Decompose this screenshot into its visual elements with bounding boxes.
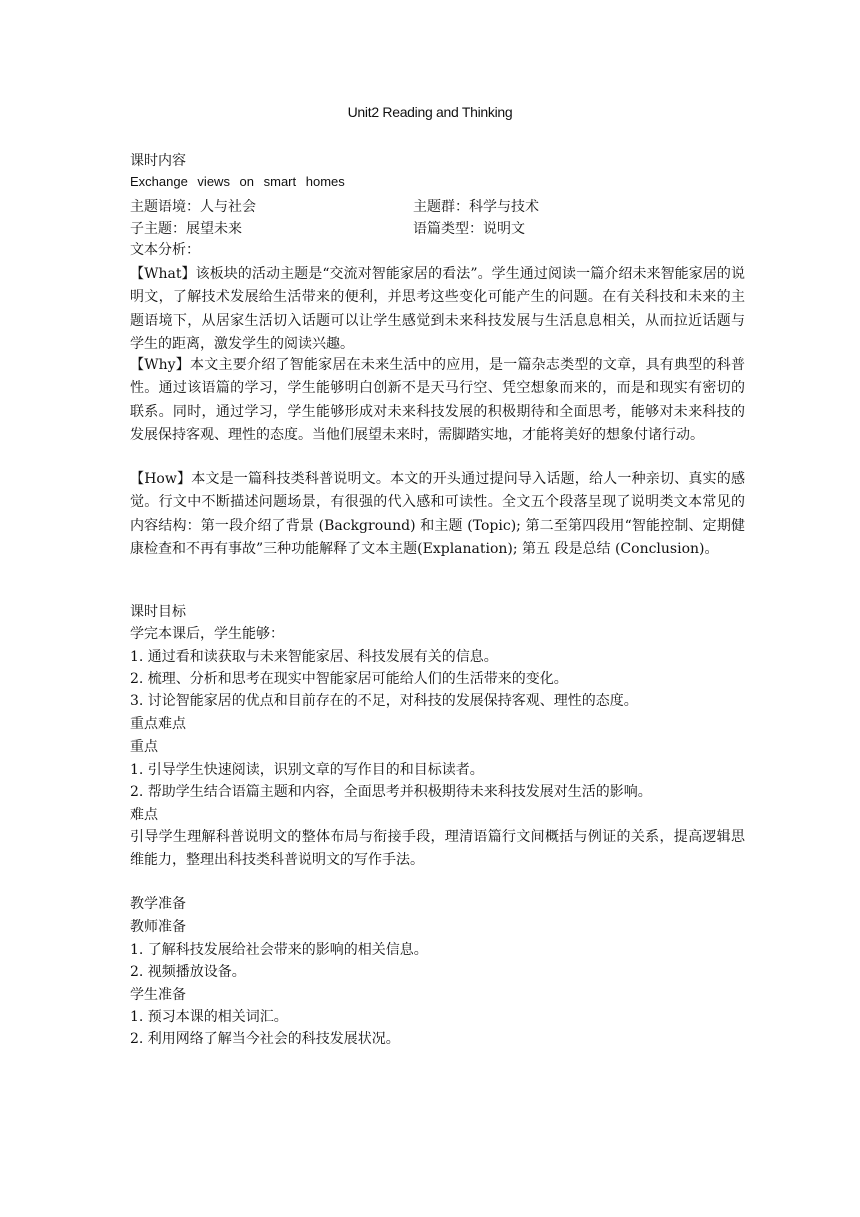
difficult-heading: 难点 (130, 807, 158, 823)
teacher-prep-item: 2. 视频播放设备。 (130, 964, 246, 980)
theme-group: 主题群：科学与技术 (413, 199, 539, 215)
lesson-subtitle: Exchange views on smart homes (130, 174, 345, 189)
teacher-prep-heading: 教师准备 (130, 919, 186, 935)
student-prep-item: 2. 利用网络了解当今社会的科技发展状况。 (130, 1031, 400, 1047)
lesson-content-heading: 课时内容 (130, 153, 186, 169)
student-prep-heading: 学生准备 (130, 987, 186, 1003)
key-item: 1. 引导学生快速阅读，识别文章的写作目的和目标读者。 (130, 762, 484, 778)
key-points-heading: 重点难点 (130, 716, 186, 732)
key-item: 2. 帮助学生结合语篇主题和内容，全面思考并积极期待未来科技发展对生活的影响。 (130, 784, 652, 800)
teacher-prep-item: 1. 了解科技发展给社会带来的影响的相关信息。 (130, 942, 428, 958)
objective-item: 3. 讨论智能家居的优点和目前存在的不足，对科技的发展保持客观、理性的态度。 (130, 693, 638, 709)
subtheme: 子主题：展望未来 (130, 221, 242, 237)
analysis-why: 【Why】本文主要介绍了智能家居在未来生活中的应用，是一篇杂志类型的文章，具有典型的科普性。通过该语篇的学习，学生能够明白创新不是天马行空、凭空想象而来的，而是和现实有密切的联系。同时，通过学习，学生能够形成对未来科技发展的积极期待和全面思考，能够对未来科技的发展保持客观、理性的态度。当他们展望未来时，需脚踏实地，才能将美好的想象付诸行动。 (130, 357, 745, 443)
key-heading: 重点 (130, 739, 158, 755)
difficult-text: 引导学生理解科普说明文的整体布局与衔接手段，理清语篇行文间概括与例证的关系，提高逻辑思维能力，整理出科技类科普说明文的写作手法。 (130, 829, 745, 869)
objectives-intro: 学完本课后，学生能够： (130, 626, 284, 642)
objective-item: 1. 通过看和读获取与未来智能家居、科技发展有关的信息。 (130, 649, 498, 665)
analysis-what: 【What】该板块的活动主题是“交流对智能家居的看法”。学生通过阅读一篇介绍未来智能家居的说明文，了解技术发展给生活带来的便利，并思考这些变化可能产生的问题。在有关科技和未来的主题语境下，从居家生活切入话题可以让学生感觉到未来科技发展与生活息息相关，从而拉近话题与学生的距离，激发学生的阅读兴趣。 (130, 266, 745, 352)
analysis-how: 【How】本文是一篇科技类科普说明文。本文的开头通过提问导入话题，给人一种亲切、真实的感觉。行文中不断描述问题场景，有很强的代入感和可读性。全文五个段落呈现了说明类文本常见的内容结构：第一段介绍了背景 (Background) 和主题 (Topic); 第二至第四段用“智能控制、定期健康检查和不再有事故”三种功能解释了文本主题(Explanation); 第五 段是总结 (Conclusion)。 (130, 471, 745, 557)
student-prep-item: 1. 预习本课的相关词汇。 (130, 1009, 288, 1025)
objectives-heading: 课时目标 (130, 604, 186, 620)
preparation-heading: 教学准备 (130, 896, 186, 912)
analysis-heading: 文本分析： (130, 242, 200, 258)
genre: 语篇类型：说明文 (413, 221, 525, 237)
objective-item: 2. 梳理、分析和思考在现实中智能家居可能给人们的生活带来的变化。 (130, 671, 568, 687)
page-title: Unit2 Reading and Thinking (347, 104, 513, 120)
theme-context: 主题语境：人与社会 (130, 199, 256, 215)
